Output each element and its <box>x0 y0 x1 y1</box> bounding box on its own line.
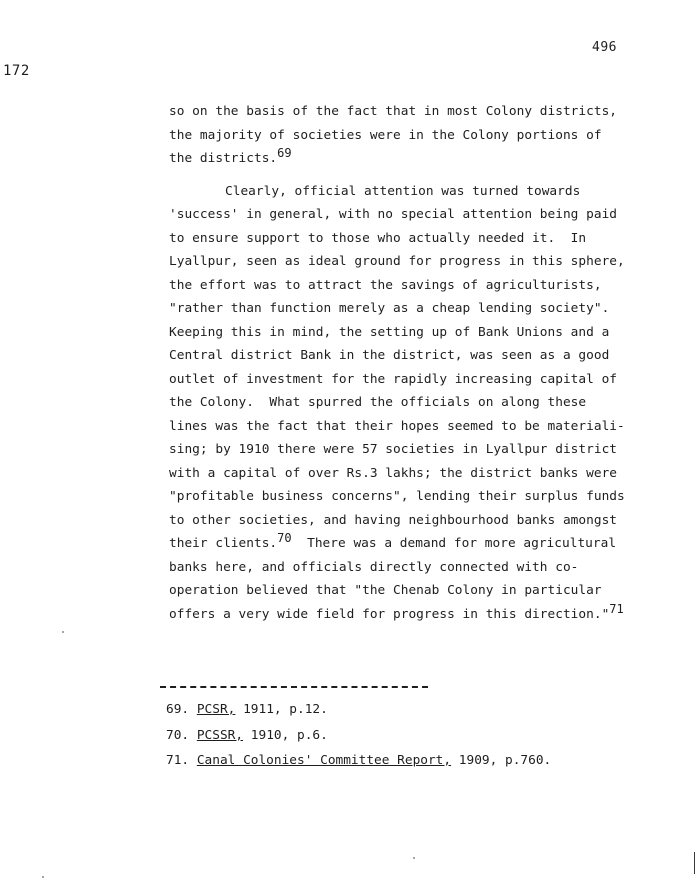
footnote-source: PCSSR, <box>196 727 244 743</box>
scan-edge-mark <box>694 852 695 874</box>
text-fragment: There was a demand for more agricultural <box>291 536 617 551</box>
footnote-source: PCSR, <box>196 702 236 717</box>
text-line: so on the basis of the fact that in most Colony districts, <box>169 104 618 119</box>
text-line: 'success' in general, with no special attention being paid <box>169 207 618 222</box>
text-line: Keeping this in mind, the setting up of Bank Unions and a <box>169 324 610 340</box>
body-text <box>169 100 644 626</box>
footnote-source: Canal Colonies' Committee Report, <box>196 753 452 768</box>
text-line: lines was the fact that their hopes seemed to be materiali- <box>169 418 625 434</box>
footnote-number: 70. <box>166 727 190 743</box>
page-number-right: 496 <box>592 40 617 55</box>
text-line: with a capital of over Rs.3 lakhs; the district banks were <box>169 465 618 481</box>
footnote-69 <box>166 697 646 723</box>
scan-speck <box>42 876 44 878</box>
scan-speck <box>62 631 64 633</box>
text-fragment: their clients. <box>169 536 278 551</box>
footnote-ref-71: 71 <box>609 601 624 616</box>
footnote-separator <box>160 686 428 688</box>
text-line: "rather than function merely as a cheap lending society". <box>169 301 610 316</box>
text-line: Lyallpur, seen as ideal ground for progress in this sphere, <box>169 254 625 269</box>
text-line: the majority of societies were in the Colony portions of <box>169 127 602 143</box>
footnote-71 <box>166 748 646 774</box>
footnote-detail: 1909, p.760. <box>451 753 552 768</box>
text-line: to ensure support to those who actually needed it. In <box>169 230 587 246</box>
text-line <box>169 603 644 627</box>
text-line: sing; by 1910 there were 57 societies in Lyallpur district <box>169 442 618 457</box>
text-fragment: the districts. <box>169 151 278 166</box>
footnotes <box>166 697 646 774</box>
footnote-number: 69. <box>166 702 190 717</box>
footnote-detail: 1910, p.6. <box>243 727 328 743</box>
text-line: Central district Bank in the district, was seen as a good <box>169 348 610 363</box>
text-line: "profitable business concerns", lending their surplus funds <box>169 489 625 504</box>
text-line: banks here, and officials directly connected with co- <box>169 559 579 575</box>
footnote-number: 71. <box>166 753 190 768</box>
text-line: outlet of investment for the rapidly increasing capital of <box>169 371 618 387</box>
footnote-70 <box>166 723 646 749</box>
text-line: the Colony. What spurred the officials on along these <box>169 395 587 410</box>
text-line: the effort was to attract the savings of agriculturists, <box>169 277 602 293</box>
text-line <box>169 532 644 556</box>
page-number-left: 172 <box>3 63 30 79</box>
text-line: Clearly, official attention was turned towards <box>225 183 581 199</box>
scan-speck <box>413 857 415 859</box>
footnote-ref-70: 70 <box>277 531 292 545</box>
text-fragment: offers a very wide field for progress in this direction." <box>169 606 610 622</box>
text-line <box>169 147 644 171</box>
text-line: to other societies, and having neighbourhood banks amongst <box>169 512 618 528</box>
text-line: operation believed that "the Chenab Colony in particular <box>169 583 602 598</box>
footnote-detail: 1911, p.12. <box>235 702 328 717</box>
footnote-ref-69: 69 <box>277 146 292 160</box>
